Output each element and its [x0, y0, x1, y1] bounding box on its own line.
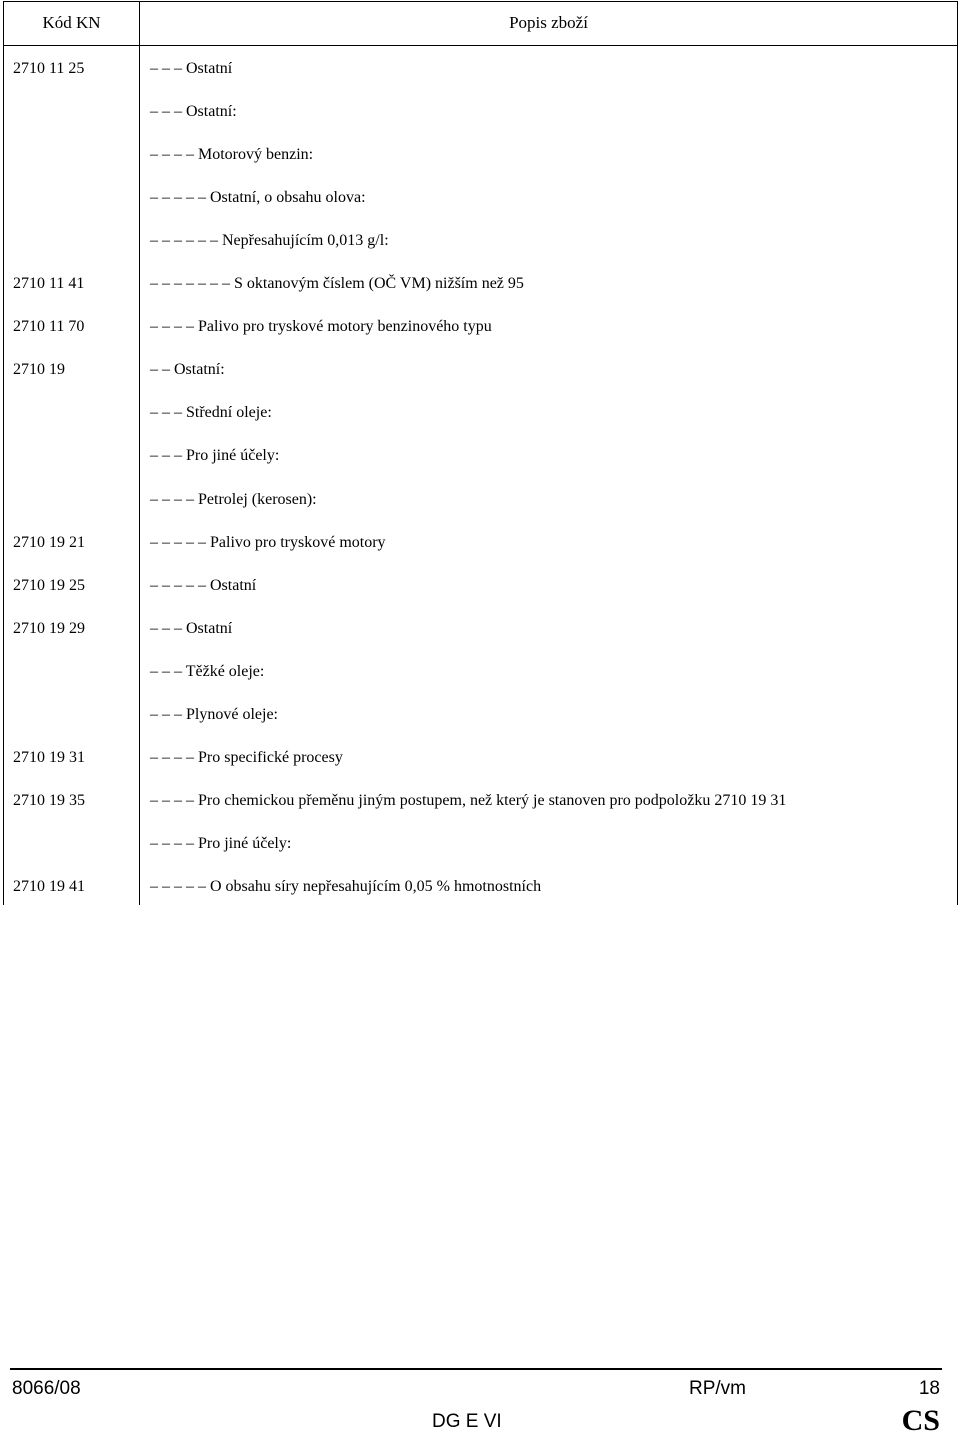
row-code: 2710 19 25 [13, 576, 85, 594]
row-code: 2710 19 31 [13, 748, 85, 766]
table-row [4, 274, 957, 317]
header-code-kn: Kód KN [42, 13, 101, 32]
row-description: – – – – Palivo pro tryskové motory benzinového typu [150, 318, 492, 336]
row-description: – – – – – Palivo pro tryskové motory [150, 533, 386, 551]
document-reference: 8066/08 [12, 1378, 81, 1399]
table-row [4, 188, 957, 231]
table-row [4, 748, 957, 791]
table-row [4, 791, 957, 834]
row-description: – – – Těžké oleje: [150, 662, 265, 680]
row-code: 2710 11 41 [13, 275, 85, 293]
row-description: – – – – – – – S oktanovým číslem (OČ VM) nižším než 95 [150, 275, 524, 293]
table-row [4, 662, 957, 705]
table-row [4, 59, 957, 102]
row-description: – – – Ostatní [150, 619, 233, 637]
table-row [4, 231, 957, 274]
table-row [4, 834, 957, 877]
table-row [4, 403, 957, 446]
page-number: 18 [918, 1378, 940, 1399]
table-row [4, 145, 957, 188]
row-code: 2710 19 29 [13, 619, 85, 637]
language-code: CS [901, 1404, 940, 1437]
row-description: – – – Plynové oleje: [150, 705, 278, 723]
row-description: – – – – Pro chemickou přeměnu jiným postupem, než který je stanoven pro podpoložku 2710 19 31 [150, 791, 787, 809]
table-row [4, 360, 957, 403]
row-description: – – – Střední oleje: [150, 404, 272, 422]
table-row [4, 490, 957, 533]
table-row [4, 877, 957, 920]
row-description: – – – – – Ostatní [150, 576, 257, 594]
row-description: – – – – – – Nepřesahujícím 0,013 g/l: [150, 232, 389, 250]
row-description: – – – – – O obsahu síry nepřesahujícím 0,05 % hmotnostních [150, 877, 542, 895]
table-row [4, 102, 957, 145]
row-description: – – – Pro jiné účely: [150, 447, 280, 465]
row-code: 2710 19 35 [13, 791, 85, 809]
row-description: – – – Ostatní: [150, 103, 237, 121]
row-description: – – – Ostatní [150, 60, 233, 77]
row-description: – – – – Motorový benzin: [150, 146, 314, 164]
header-description: Popis zboží [509, 13, 588, 32]
author-initials: RP/vm [689, 1378, 746, 1399]
row-description: – – – – Pro jiné účely: [150, 834, 292, 852]
row-description: – – – – Petrolej (kerosen): [150, 490, 317, 508]
table-row [4, 576, 957, 619]
table-row [4, 317, 957, 360]
row-description: – – – – – Ostatní, o obsahu olova: [150, 189, 366, 207]
table-row [4, 533, 957, 576]
table-row [4, 446, 957, 489]
table-row [4, 705, 957, 748]
footer-rule [10, 1368, 942, 1370]
row-code: 2710 11 70 [13, 318, 85, 336]
row-description: – – – – Pro specifické procesy [150, 748, 343, 766]
row-code: 2710 11 25 [13, 60, 85, 77]
table-header [4, 2, 957, 46]
row-code: 2710 19 21 [13, 533, 85, 551]
row-description: – – Ostatní: [150, 361, 225, 379]
table-row [4, 619, 957, 662]
department-code: DG E VI [432, 1411, 502, 1432]
row-code: 2710 19 41 [13, 877, 85, 895]
row-code: 2710 19 [13, 361, 65, 379]
tariff-table [3, 1, 958, 905]
